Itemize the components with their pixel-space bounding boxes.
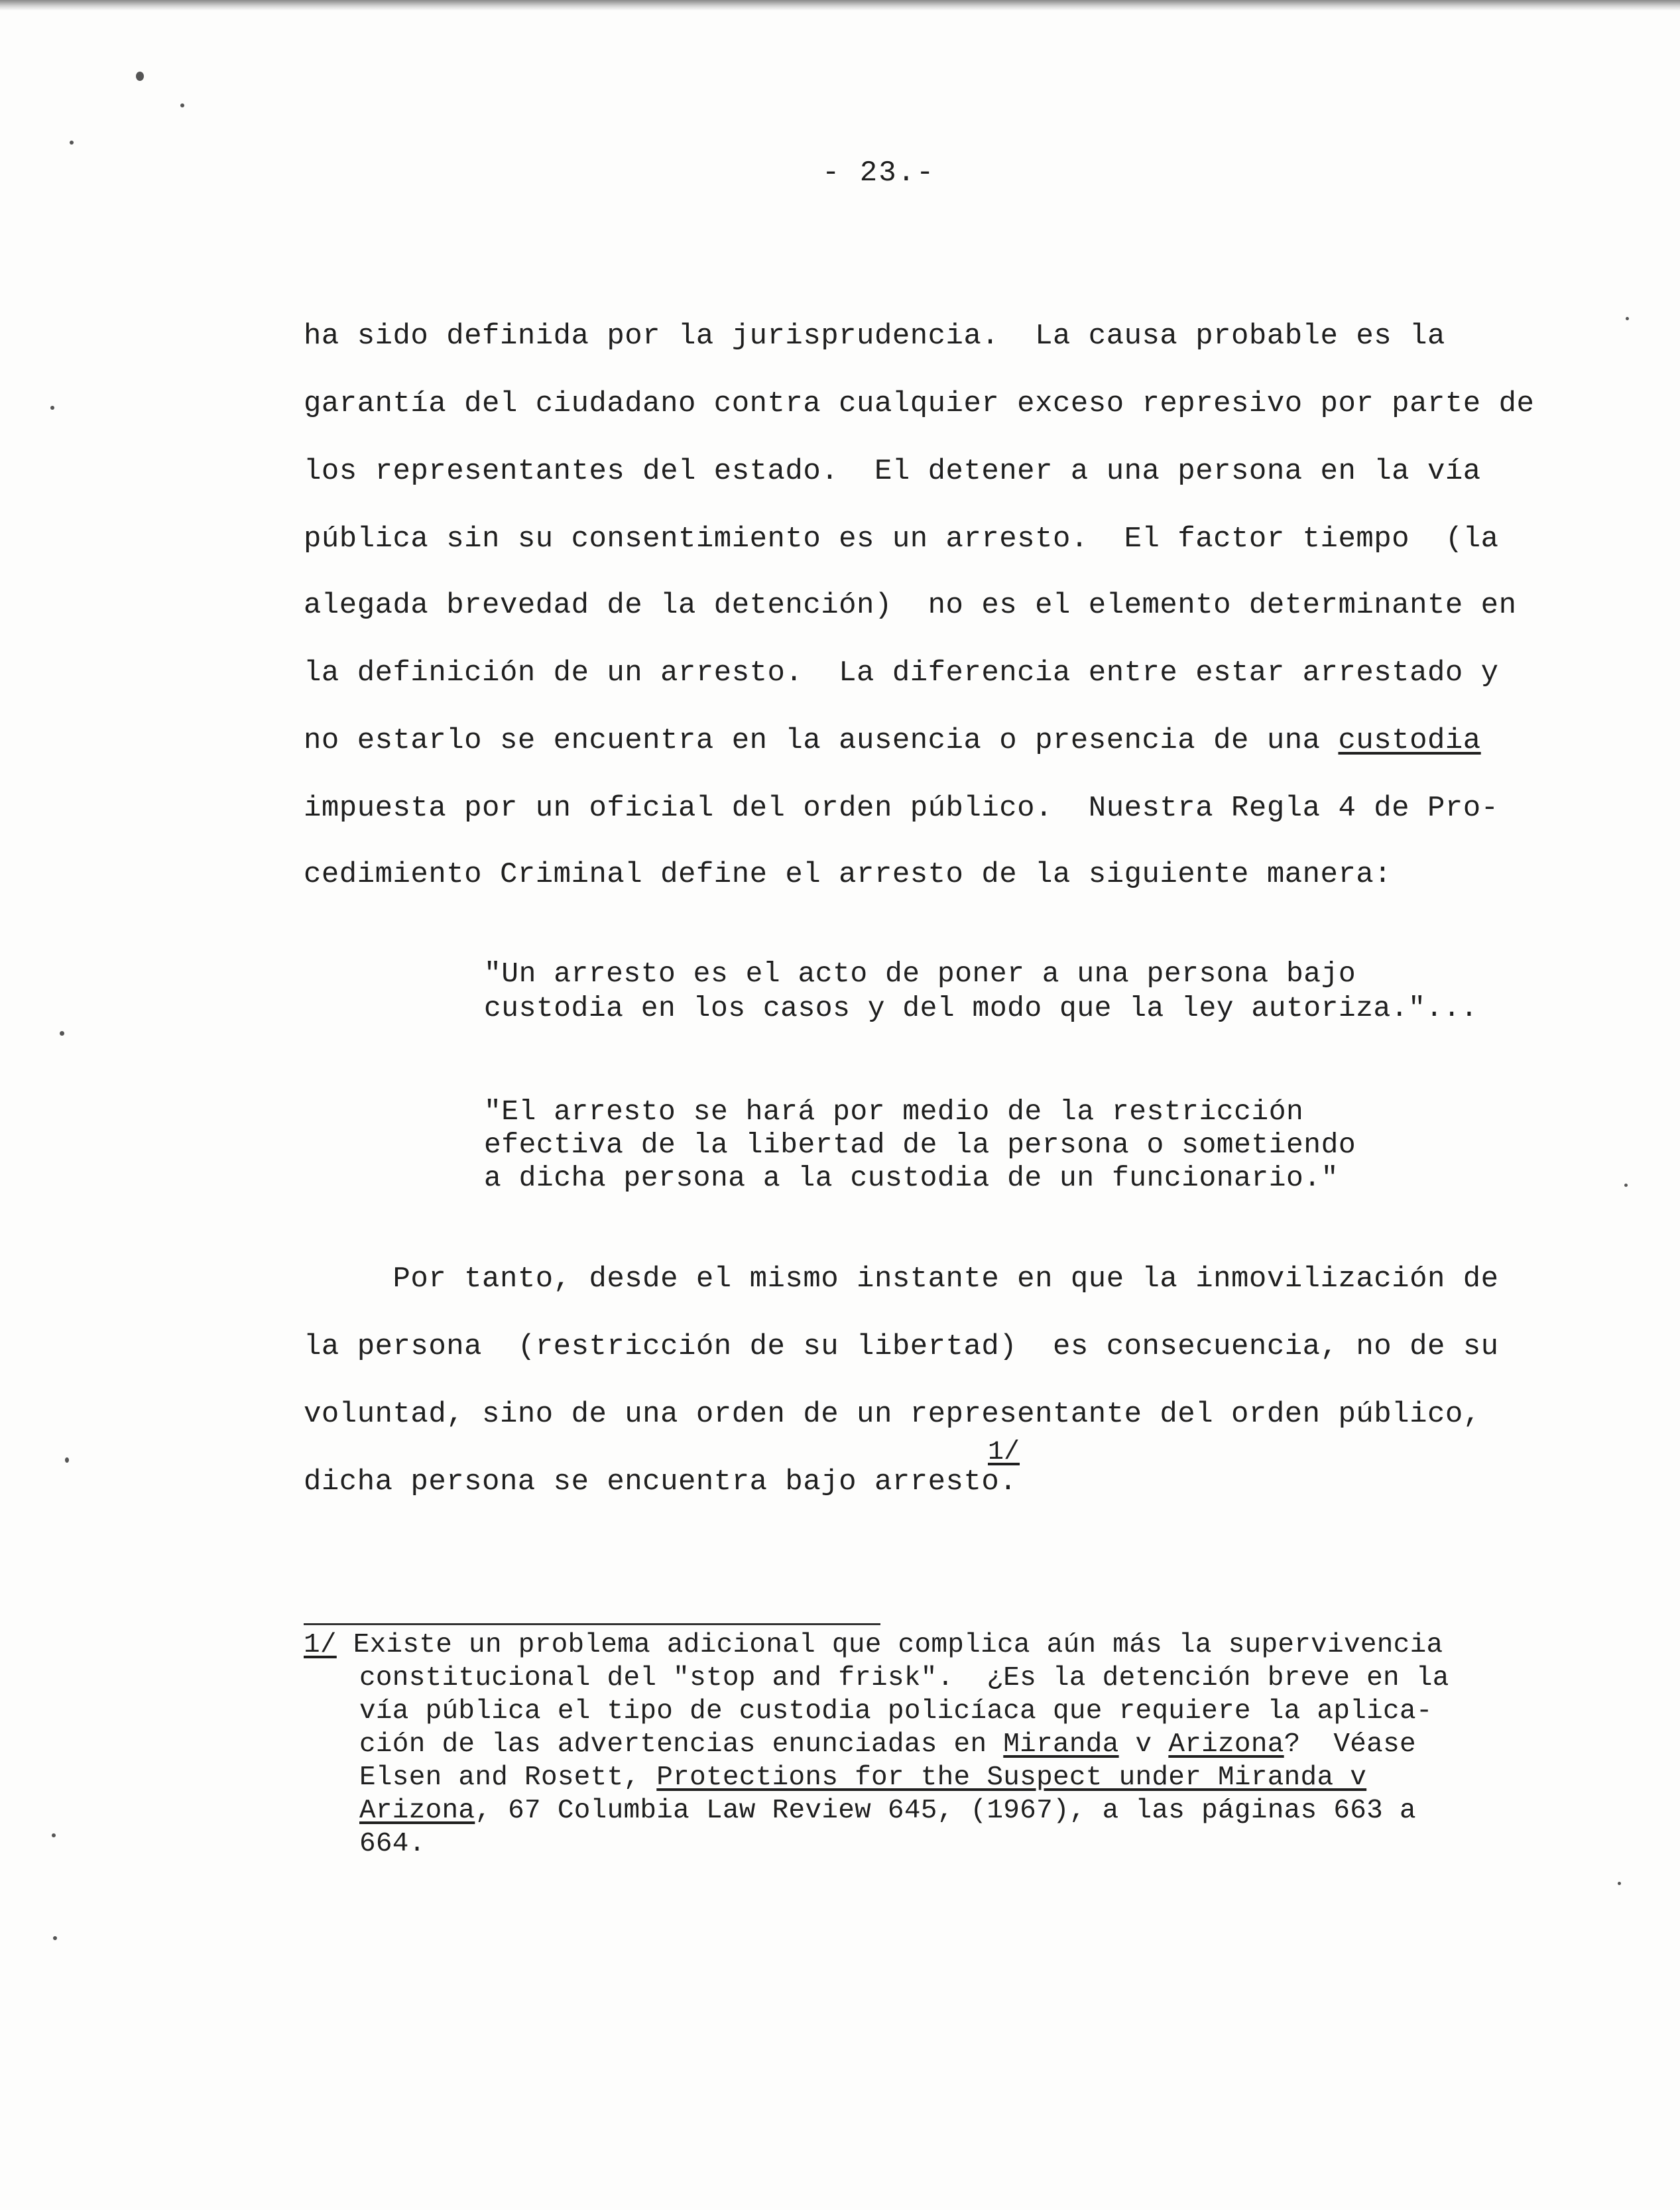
quote-line: custodia en los casos y del modo que la ley autoriza."... (484, 992, 1478, 1024)
scan-edge-shadow (0, 0, 1680, 11)
paragraph-line: pública sin su consentimiento es un arresto. El factor tiempo (la (304, 522, 1499, 556)
article-title: Arizona (359, 1796, 475, 1826)
scan-speck (52, 1833, 56, 1837)
footnote-line (359, 1796, 1416, 1826)
paragraph-line: cedimiento Criminal define el arresto de la siguiente manera: (304, 858, 1392, 891)
quote-line: efectiva de la libertad de la persona o sometiendo (484, 1129, 1356, 1161)
paragraph-line-text: no estarlo se encuentra en la ausencia o presencia de una (304, 724, 1339, 757)
scan-speck (1624, 1184, 1628, 1187)
scan-speck (180, 103, 184, 107)
scan-speck (65, 1457, 69, 1463)
footnote-text: ? Véase (1284, 1729, 1416, 1760)
footnote-line: 664. (359, 1829, 426, 1859)
paragraph-line: la persona (restricción de su libertad) es consecuencia, no de su (304, 1330, 1499, 1363)
paragraph-line: alegada brevedad de la detención) no es el elemento determinante en (304, 589, 1517, 622)
footnote-line (304, 1630, 1443, 1660)
paragraph-line: garantía del ciudadano contra cualquier exceso represivo por parte de (304, 387, 1535, 420)
paragraph-line: impuesta por un oficial del orden público. Nuestra Regla 4 de Pro- (304, 792, 1499, 825)
footnote-line (359, 1762, 1366, 1793)
footnote-text: ción de las advertencias enunciadas en (359, 1729, 1004, 1760)
footnote-text: Existe un problema adicional que complica aún más la supervivencia (353, 1630, 1443, 1660)
scan-speck (1618, 1882, 1621, 1885)
quote-line: a dicha persona a la custodia de un funcionario." (484, 1162, 1339, 1194)
paragraph-line: ha sido definida por la jurisprudencia. La causa probable es la (304, 320, 1445, 353)
paragraph-line: Por tanto, desde el mismo instante en que la inmovilización de (304, 1262, 1499, 1296)
underlined-word: custodia (1338, 724, 1481, 757)
case-name: Miranda (1003, 1729, 1119, 1760)
footnote-text: Elsen and Rosett, (359, 1762, 657, 1793)
footnote-reference: 1/ (988, 1438, 1020, 1467)
footnote-text: , (475, 1796, 509, 1826)
scan-speck (50, 406, 54, 410)
footnote-line (359, 1729, 1416, 1760)
paragraph-line: voluntad, sino de una orden de un representante del orden público, (304, 1398, 1481, 1431)
footnote-line: constitucional del "stop and frisk". ¿Es la detención breve en la (359, 1663, 1449, 1693)
quote-line: "Un arresto es el acto de poner a una persona bajo (484, 957, 1356, 990)
scan-speck (70, 141, 74, 145)
scan-speck (136, 72, 144, 81)
scan-speck (53, 1936, 57, 1940)
paragraph-line: dicha persona se encuentra bajo arresto. (304, 1465, 1018, 1499)
scan-speck (60, 1031, 64, 1036)
scan-speck (1626, 317, 1629, 320)
footnote-text: v (1118, 1729, 1169, 1760)
footnote-text: 67 Columbia Law Review 645, (1967), a las páginas 663 a (508, 1796, 1416, 1826)
case-name: Arizona (1168, 1729, 1284, 1760)
paragraph-line: la definición de un arresto. La diferencia entre estar arrestado y (304, 656, 1499, 690)
article-title: Protections for the Suspect under Miranda v (656, 1762, 1367, 1793)
footnote-marker: 1/ (304, 1630, 337, 1660)
quote-line: "El arresto se hará por medio de la restricción (484, 1095, 1304, 1128)
paragraph-line: los representantes del estado. El detener a una persona en la vía (304, 455, 1481, 488)
footnote-separator (304, 1623, 880, 1625)
paragraph-line (304, 724, 1481, 757)
page-number: - 23.- (822, 156, 935, 190)
footnote-line: vía pública el tipo de custodia policíaca que requiere la aplica- (359, 1696, 1433, 1727)
